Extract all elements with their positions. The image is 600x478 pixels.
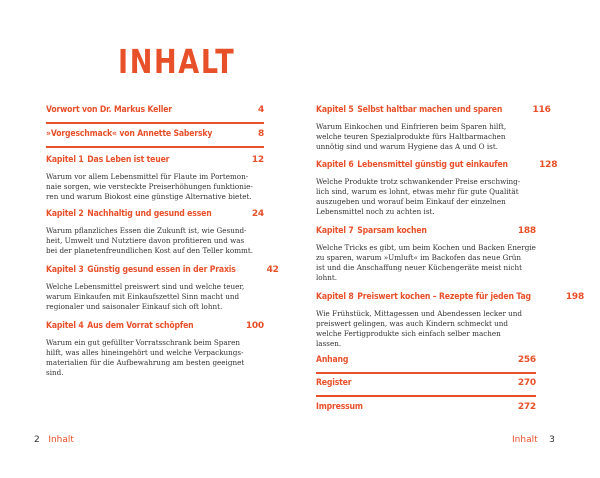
entry-page: 198 [565,292,585,302]
toc-entry-kapitel-3[interactable] [46,265,279,312]
entry-title: »Vorgeschmack« von Annette Sabersky [46,129,213,139]
toc-entry-kapitel-7[interactable] [316,226,536,283]
toc-entry-vorgeschmack[interactable] [46,129,264,148]
divider [316,372,536,374]
entry-title: Register [316,378,352,388]
divider [316,395,536,397]
entry-page: 42 [266,265,279,275]
entry-page: 4 [257,105,264,115]
entry-page: 270 [517,378,536,388]
toc-entry-kapitel-1[interactable] [46,155,264,202]
entry-page: 256 [517,355,536,365]
chapter-label: Kapitel 3 [46,265,84,275]
entry-description: Warum Einkochen und Einfrieren beim Sparen hilft, welche teuren Spezialprodukte fürs Haltbarmachen unnötig sind und warum Hygiene das A und O ist. [316,122,507,151]
toc-entry-kapitel-5[interactable] [316,105,551,152]
chapter-label: Kapitel 1 [46,155,84,165]
divider [46,146,264,148]
entry-page: 128 [539,160,558,170]
footer-label: Inhalt [512,435,538,445]
entry-page: 116 [532,105,551,115]
entry-title: Das Leben ist teuer [87,155,170,165]
entry-description: Welche Lebensmittel preiswert sind und welche teuer, warum Einkaufen mit Einkaufszettel Sinn macht und regionaler und saisonaler Einkauf sich oft lohnt. [46,282,245,311]
entry-title: Selbst haltbar machen und sparen [357,105,503,115]
toc-entry-impressum[interactable] [316,402,536,416]
toc-entry-kapitel-4[interactable] [46,321,264,378]
entry-title: Sparsam kochen [357,226,427,236]
entry-title: Preiswert kochen – Rezepte für jeden Tag [357,292,531,302]
entry-description: Warum vor allem Lebensmittel für Flaute im Portemon- naie sorgen, wie versteckte Preiserhöhungen funktionie- ren und warum Biokost eine günstige Alternative bietet. [46,172,253,201]
entry-page: 12 [251,155,264,165]
toc-entry-kapitel-8[interactable] [316,292,585,349]
entry-description: Warum ein gut gefüllter Vorratsschrank beim Sparen hilft, was alles hineingehört und welche Verpackungs- materialien für die Aufbewahrung am besten geeignet sind. [46,338,245,377]
entry-page: 100 [245,321,264,331]
entry-page: 272 [517,402,536,412]
page-footer-right [512,435,555,445]
toc-entry-kapitel-2[interactable] [46,209,264,256]
entry-title: Günstig gesund essen in der Praxis [87,265,236,275]
entry-description: Warum pflanzliches Essen die Zukunft ist, wie Gesund- heit, Umwelt und Nutztiere davon profitieren und was bei der planetenfreundlichen Kost auf den Teller kommt. [46,226,254,255]
entry-title: Anhang [316,355,349,365]
toc-entry-kapitel-6[interactable] [316,160,558,217]
entry-title: Vorwort von Dr. Markus Keller [46,105,172,115]
right-page [300,0,600,478]
toc-entry-vorwort[interactable] [46,105,264,124]
entry-title: Aus dem Vorrat schöpfen [87,321,194,331]
chapter-label: Kapitel 8 [316,292,354,302]
entry-title: Nachhaltig und gesund essen [87,209,212,219]
entry-page: 24 [251,209,264,219]
chapter-label: Kapitel 6 [316,160,354,170]
page-number: 2 [34,435,40,445]
page-footer-left [34,435,74,445]
entry-description: Wie Frühstück, Mittagessen und Abendessen lecker und preiswert gelingen, was auch Kindern schmeckt und welche Fertigprodukte sich einfach selber machen lassen. [316,309,523,348]
chapter-label: Kapitel 5 [316,105,354,115]
chapter-label: Kapitel 2 [46,209,84,219]
entry-title: Lebensmittel günstig gut einkaufen [357,160,508,170]
footer-label: Inhalt [48,435,74,445]
toc-entry-register[interactable] [316,378,536,397]
page-number: 3 [549,435,555,445]
entry-page: 188 [517,226,536,236]
toc-entry-anhang[interactable] [316,355,536,374]
entry-description: Welche Produkte trotz schwankender Preise erschwing- lich sind, warum es lohnt, etwas mehr für gute Qualität auszugeben und worauf beim Einkauf der einzelnen Lebensmittel noch zu achten ist. [316,177,521,216]
entry-page: 8 [257,129,264,139]
chapter-label: Kapitel 4 [46,321,84,331]
chapter-label: Kapitel 7 [316,226,354,236]
entry-description: Welche Tricks es gibt, um beim Kochen und Backen Energie zu sparen, warum »Umluft« im Backofen das neue Grün ist und die Anschaffung neuer Küchengeräte meist nicht lohnt. [316,243,536,282]
page-title: INHALT [118,42,236,81]
entry-title: Impressum [316,402,363,412]
divider [46,122,264,124]
